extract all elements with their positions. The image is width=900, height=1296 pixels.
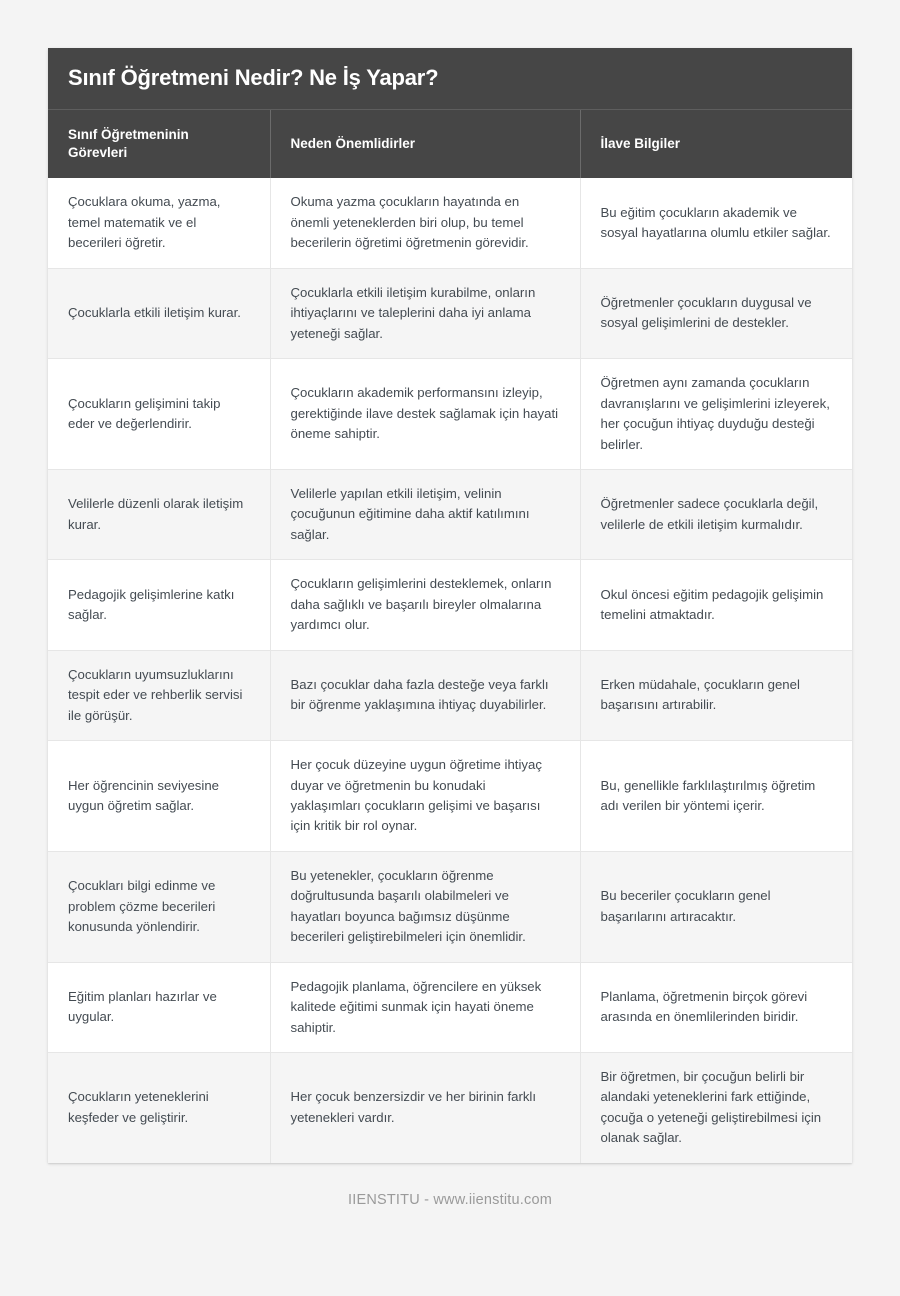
table-row [48,359,852,470]
table-row [48,178,852,268]
cell-neden: Bazı çocuklar daha fazla desteğe veya farklı bir öğrenme yaklaşımına ihtiyaç duyabilirler. [270,650,580,740]
cell-gorev: Her öğrencinin seviyesine uygun öğretim sağlar. [48,741,270,852]
cell-gorev: Çocukların gelişimini takip eder ve değerlendirir. [48,359,270,470]
table-header-row [48,110,852,178]
cell-gorev: Çocukları bilgi edinme ve problem çözme becerileri konusunda yönlendirir. [48,851,270,962]
cell-ilave: Bu, genellikle farklılaştırılmış öğretim adı verilen bir yöntemi içerir. [580,741,852,852]
cell-gorev: Eğitim planları hazırlar ve uygular. [48,962,270,1052]
column-header-gorevleri: Sınıf Öğretmeninin Görevleri [48,110,270,178]
cell-neden: Bu yetenekler, çocukların öğrenme doğrultusunda başarılı olabilmeleri ve hayatları boyunca bağımsız düşünme becerileri geliştirebilmeleri için önemlidir. [270,851,580,962]
table-row [48,1053,852,1163]
cell-neden: Çocukların gelişimlerini desteklemek, onların daha sağlıklı ve başarılı bireyler olmalarına yardımcı olur. [270,560,580,650]
cell-neden: Okuma yazma çocukların hayatında en önemli yeteneklerden biri olup, bu temel becerilerin öğretimi öğretmenin görevidir. [270,178,580,268]
table-head [48,110,852,178]
cell-neden: Velilerle yapılan etkili iletişim, velinin çocuğunun eğitimine daha aktif katılımını sağlar. [270,469,580,559]
page-title: Sınıf Öğretmeni Nedir? Ne İş Yapar? [68,65,439,91]
cell-neden: Çocukların akademik performansını izleyip, gerektiğinde ilave destek sağlamak için hayati öneme sahiptir. [270,359,580,470]
cell-ilave: Öğretmenler çocukların duygusal ve sosyal gelişimlerini de destekler. [580,268,852,358]
title-bar [48,48,852,110]
cell-neden: Pedagojik planlama, öğrencilere en yüksek kalitede eğitimi sunmak için hayati öneme sahiptir. [270,962,580,1052]
cell-gorev: Çocuklarla etkili iletişim kurar. [48,268,270,358]
cell-gorev: Pedagojik gelişimlerine katkı sağlar. [48,560,270,650]
cell-gorev: Çocukların uyumsuzluklarını tespit eder ve rehberlik servisi ile görüşür. [48,650,270,740]
table-body [48,178,852,1162]
infographic-card [48,48,852,1163]
table-row [48,560,852,650]
column-header-neden-onemlidirler: Neden Önemlidirler [270,110,580,178]
column-header-ilave-bilgiler: İlave Bilgiler [580,110,852,178]
cell-ilave: Bu beceriler çocukların genel başarılarını artıracaktır. [580,851,852,962]
table-row [48,268,852,358]
cell-neden: Her çocuk düzeyine uygun öğretime ihtiyaç duyar ve öğretmenin bu konudaki yaklaşımları çocukların gelişimi ve başarısı için kritik bir rol oynar. [270,741,580,852]
cell-ilave: Öğretmen aynı zamanda çocukların davranışlarını ve gelişimlerini izleyerek, her çocuğun ihtiyaç duyduğu desteği belirler. [580,359,852,470]
cell-gorev: Çocukların yeteneklerini keşfeder ve geliştirir. [48,1053,270,1163]
footer-attribution: IIENSTITU - www.iienstitu.com [348,1191,552,1208]
cell-ilave: Öğretmenler sadece çocuklarla değil, velilerle de etkili iletişim kurmalıdır. [580,469,852,559]
cell-ilave: Planlama, öğretmenin birçok görevi arasında en önemlilerinden biridir. [580,962,852,1052]
cell-neden: Her çocuk benzersizdir ve her birinin farklı yetenekleri vardır. [270,1053,580,1163]
cell-ilave: Okul öncesi eğitim pedagojik gelişimin temelini atmaktadır. [580,560,852,650]
table-row [48,469,852,559]
table-row [48,650,852,740]
cell-ilave: Erken müdahale, çocukların genel başarısını artırabilir. [580,650,852,740]
table-row [48,851,852,962]
cell-gorev: Çocuklara okuma, yazma, temel matematik ve el becerileri öğretir. [48,178,270,268]
cell-gorev: Velilerle düzenli olarak iletişim kurar. [48,469,270,559]
cell-ilave: Bu eğitim çocukların akademik ve sosyal hayatlarına olumlu etkiler sağlar. [580,178,852,268]
table-row [48,741,852,852]
table-row [48,962,852,1052]
duties-table [48,110,852,1163]
cell-neden: Çocuklarla etkili iletişim kurabilme, onların ihtiyaçlarını ve taleplerini daha iyi anlama yeteneği sağlar. [270,268,580,358]
cell-ilave: Bir öğretmen, bir çocuğun belirli bir alandaki yeteneklerini fark ettiğinde, çocuğa o yeteneği geliştirebilmesi için olanak sağlar. [600,1069,822,1146]
